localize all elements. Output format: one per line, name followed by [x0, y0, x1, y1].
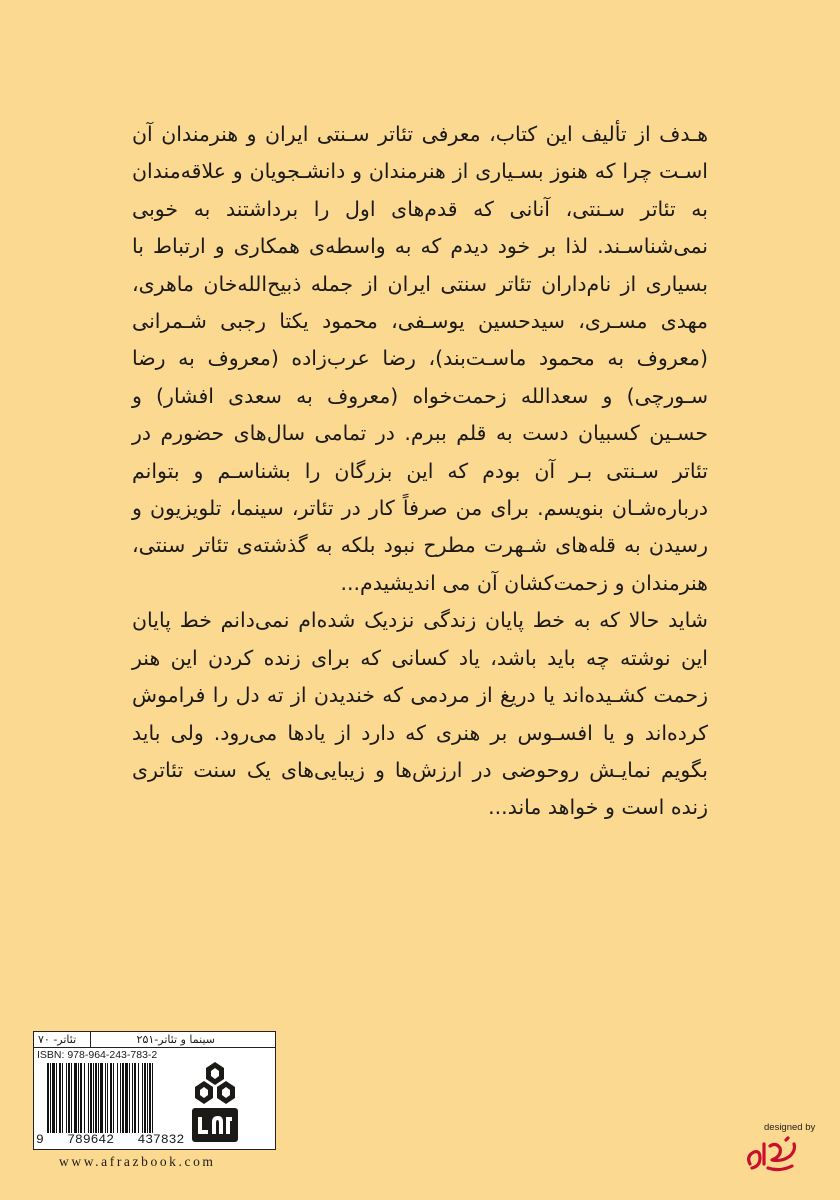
barcode-bar [50, 1063, 51, 1133]
barcode-bar [138, 1063, 139, 1133]
barcode-bar [100, 1063, 103, 1133]
series-row [34, 1032, 275, 1048]
paragraph-1: هـدف از تألیف این کتاب، معرفی تئاتر سـنتی ایران و هنرمندان آن اسـت چرا که هنوز بسـیاری از هنرمندان و دانشـجویان و علاقه‌مندان به تئاتر سـنتی، آنانی که قدم‌های اول را برداشتند به خوبی نمی‌شناسـند. لذا بر خود دیدم که به واسطه‌ی همکاری و ارتباط با بسیاری از نام‌داران تئاتر سنتی ایران از جمله ذبیح‌الله‌خان ماهری، مهدی مسـری، سیدحسین یوسـفی، محمود یکتا رجبی شـمرانی (معروف به محمود ماسـت‌بند)، رضا عرب‌زاده (معروف به رضا سـورچی) و سعدالله زحمت‌خواه (معروف به سعدی افشار) و حسـین کسبیان دست به قلم ببرم. در تمامی سال‌های حضورم در تئاتر سـنتی بـر آن بودم که این بزرگان را بشناسـم و بتوانم درباره‌شـان بنویسم. برای من صرفاً کار در تئاتر، سینما، تلویزیون و رسیدن به قله‌های شـهرت مطرح نبود بلکه به گذشته‌ی تئاتر سنتی، هنرمندان و زحمت‌کشان آن می اندیشیدم... [132, 122, 708, 595]
series-divider [90, 1032, 91, 1047]
barcode-digit-group-1: 789642 [67, 1132, 115, 1147]
barcode-bar [105, 1063, 106, 1133]
barcode-bar [59, 1063, 61, 1133]
barcode-bar [120, 1063, 121, 1133]
barcode-bar [71, 1063, 72, 1133]
barcode-bar [88, 1063, 89, 1133]
barcode-bar [152, 1063, 153, 1133]
afraz-logo [192, 1062, 238, 1144]
barcode-bar [125, 1063, 128, 1133]
barcode-digit-first: 9 [36, 1132, 44, 1147]
series-theater: تئاتر- ۷۰ [38, 1033, 77, 1046]
barcode-bar [84, 1063, 85, 1133]
barcode-bar [122, 1063, 124, 1133]
paragraph-2: شاید حالا که به خط پایان زندگی نزدیک شده‌ام نمی‌دانم خط پایان این نوشته چه باید باشد، یاد کسانی که برای زنده کردن این هنر زحمت کشـیده‌اند یا دریغ از مردمی که خندیدن از ته دل را فراموش کرده‌اند و یا افسـوس بر هنری که دارد از یادها می‌رود. ولی باید بگویم نمایـش روحوضی در ارزش‌ها و زیبایی‌های یک سنت تئاتری زنده است و خواهد ماند... [132, 608, 708, 820]
barcode-bar [80, 1063, 82, 1133]
barcode-bar [90, 1063, 92, 1133]
barcode-bar [93, 1063, 94, 1133]
barcode-bar [149, 1063, 151, 1133]
designer-signature [742, 1134, 802, 1172]
barcode-digit-group-2: 437832 [137, 1132, 185, 1147]
barcode-bar [107, 1063, 108, 1133]
barcode-bar [142, 1063, 143, 1133]
barcode-bar [52, 1063, 55, 1133]
barcode-bar [129, 1063, 130, 1133]
designer-credit: designed by [764, 1122, 816, 1133]
barcode-bar [110, 1063, 112, 1133]
barcode-bar [74, 1063, 77, 1133]
barcode-bar [132, 1063, 133, 1133]
barcode-bar [78, 1063, 79, 1133]
barcode-bar [113, 1063, 114, 1133]
series-cinema-theater: سینما و تئاتر-۲۵۱ [136, 1033, 215, 1046]
back-cover-text [132, 116, 708, 827]
barcode-bar [56, 1063, 57, 1133]
barcode-bar [68, 1063, 70, 1133]
barcode-bar [66, 1063, 67, 1133]
barcode-bar [147, 1063, 148, 1133]
barcode-bar [98, 1063, 99, 1133]
barcode-bar [117, 1063, 118, 1133]
barcode-bar [62, 1063, 63, 1133]
barcode-bar [47, 1063, 49, 1133]
isbn-text: ISBN: 978-964-243-783-2 [37, 1049, 158, 1061]
barcode-bar [144, 1063, 146, 1133]
barcode-bar [95, 1063, 97, 1133]
barcode-bar [134, 1063, 136, 1133]
website-url: www.afrazbook.com [59, 1154, 216, 1169]
barcode-box [33, 1031, 276, 1150]
